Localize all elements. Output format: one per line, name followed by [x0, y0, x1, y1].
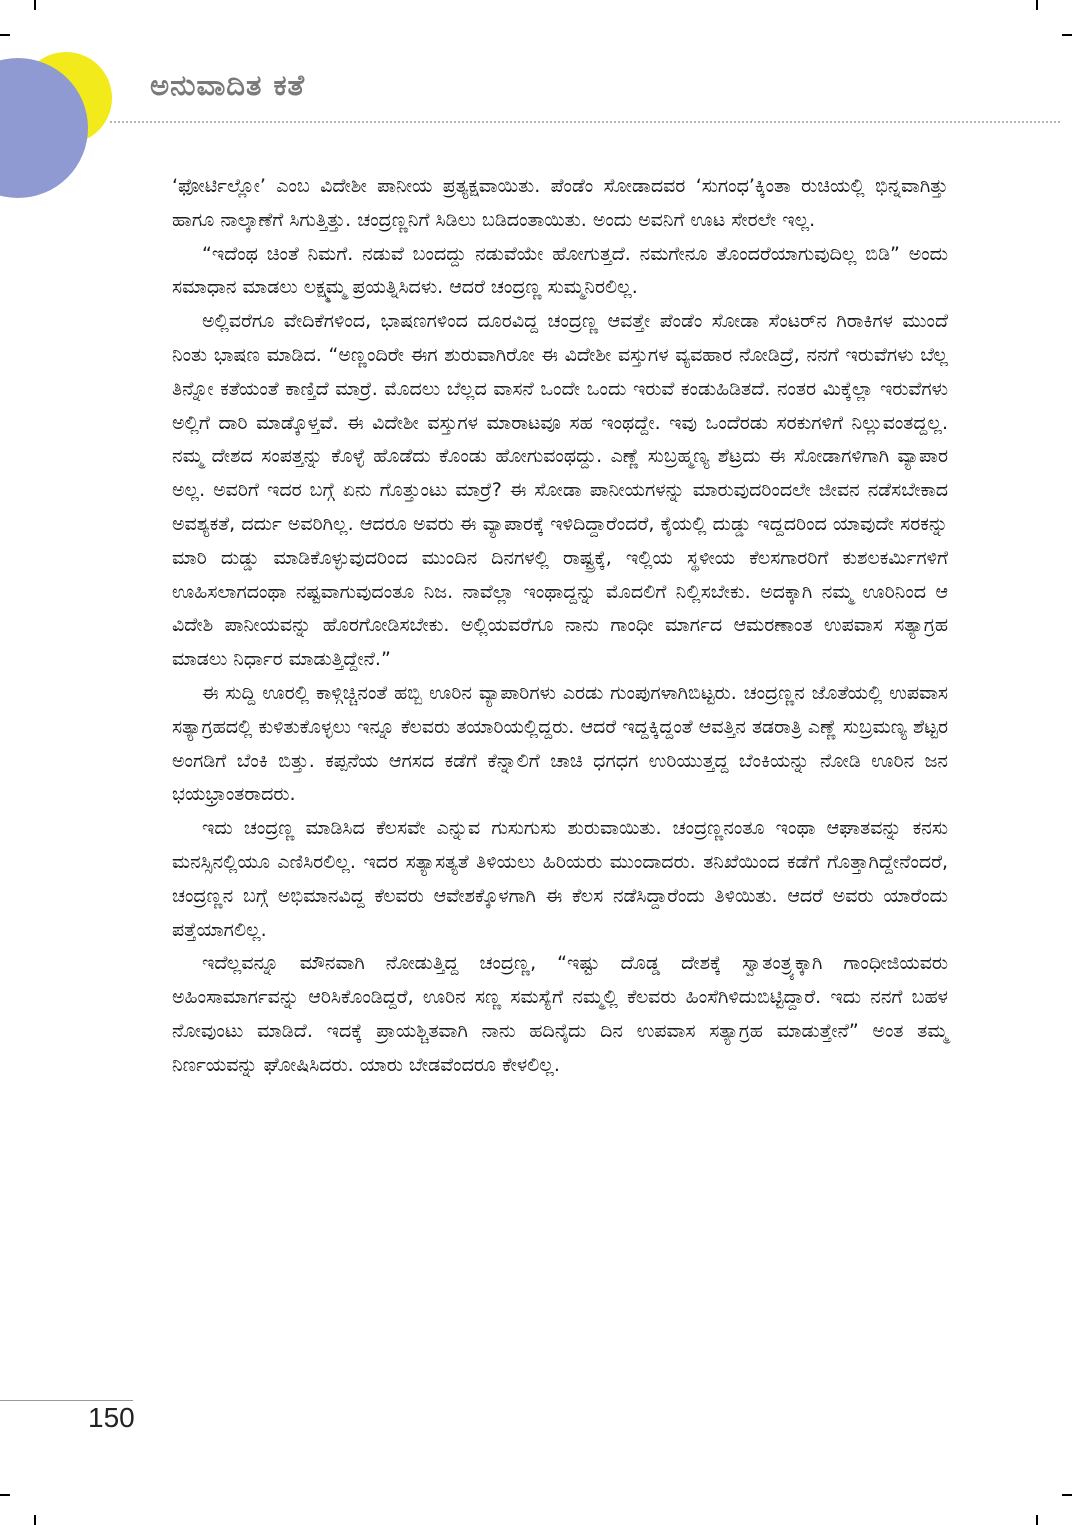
paragraph-6: ಇದೆಲ್ಲವನ್ನೂ ಮೌನವಾಗಿ ನೋಡುತ್ತಿದ್ದ ಚಂದ್ರಣ್ಣ, “ಇಷ್ಟು ದೊಡ್ಡ ದೇಶಕ್ಕೆ ಸ್ವಾತಂತ್ರ್ಯಕ್ಕಾಗಿ ಗಾಂಧೀಜಿಯವರು ಅಹಿಂಸಾಮಾರ್ಗವನ್ನು ಆರಿಸಿಕೊಂಡಿದ್ದರೆ, ಊರಿನ ಸಣ್ಣ ಸಮಸ್ಯೆಗೆ ನಮ್ಮಲ್ಲಿ ಕೆಲವರು ಹಿಂಸೆಗಿಳಿದುಬಿಟ್ಟಿದ್ದಾರೆ. ಇದು ನನಗೆ ಬಹಳ ನೋವುಂಟು ಮಾಡಿದೆ. ಇದಕ್ಕೆ ಪ್ರಾಯಶ್ಚಿತವಾಗಿ ನಾನು ಹದಿನೈದು ದಿನ ಉಪವಾಸ ಸತ್ಯಾಗ್ರಹ ಮಾಡುತ್ತೇನೆ” ಅಂತ ತಮ್ಮ ನಿರ್ಣಯವನ್ನು ಘೋಷಿಸಿದರು. ಯಾರು ಬೇಡವೆಂದರೂ ಕೇಳಲಿಲ್ಲ.: [172, 952, 948, 1076]
crop-mark-top-left-side: [0, 34, 10, 36]
crop-mark-bottom-left-side: [0, 1494, 10, 1496]
crop-mark-top-left: [34, 0, 36, 10]
header-dotted-rule: [110, 121, 1060, 123]
story-text: [172, 170, 948, 1083]
paragraph-5: ಇದು ಚಂದ್ರಣ್ಣ ಮಾಡಿಸಿದ ಕೆಲಸವೇ ಎನ್ನುವ ಗುಸುಗುಸು ಶುರುವಾಯಿತು. ಚಂದ್ರಣ್ಣನಂತೂ ಇಂಥಾ ಆಘಾತವನ್ನು ಕನಸು ಮನಸ್ಸಿನಲ್ಲಿಯೂ ಎಣಿಸಿರಲಿಲ್ಲ. ಇದರ ಸತ್ಯಾಸತ್ಯತೆ ತಿಳಿಯಲು ಹಿರಿಯರು ಮುಂದಾದರು. ತನಿಖೆಯಿಂದ ಕಡೆಗೆ ಗೊತ್ತಾಗಿದ್ದೇನೆಂದರೆ, ಚಂದ್ರಣ್ಣನ ಬಗ್ಗೆ ಅಭಿಮಾನವಿದ್ದ ಕೆಲವರು ಆವೇಶಕ್ಕೊಳಗಾಗಿ ಈ ಕೆಲಸ ನಡೆಸಿದ್ದಾರೆಂದು ತಿಳಿಯಿತು. ಆದರೆ ಅವರು ಯಾರೆಂದು ಪತ್ತೆಯಾಗಲಿಲ್ಲ.: [172, 817, 948, 941]
paragraph-2: “ಇದೆಂಥ ಚಿಂತೆ ನಿಮಗೆ. ನಡುವೆ ಬಂದದ್ದು ನಡುವೆಯೇ ಹೋಗುತ್ತದೆ. ನಮಗೇನೂ ತೊಂದರೆಯಾಗುವುದಿಲ್ಲ ಬಿಡಿ” ಅಂದು ಸಮಾಧಾನ ಮಾಡಲು ಲಕ್ಷ್ಮಮ್ಮ ಪ್ರಯತ್ನಿಸಿದಳು. ಆದರೆ ಚಂದ್ರಣ್ಣ ಸುಮ್ಮನಿರಲಿಲ್ಲ.: [172, 242, 948, 299]
crop-mark-top-right-side: [1062, 34, 1072, 36]
crop-mark-bottom-right: [1036, 1515, 1038, 1525]
paragraph-4: ಈ ಸುದ್ದಿ ಊರಲ್ಲಿ ಕಾಳ್ಗಿಚ್ಚಿನಂತೆ ಹಬ್ಬಿ ಊರಿನ ವ್ಯಾಪಾರಿಗಳು ಎರಡು ಗುಂಪುಗಳಾಗಿಬಿಟ್ಟರು. ಚಂದ್ರಣ್ಣನ ಜೊತೆಯಲ್ಲಿ ಉಪವಾಸ ಸತ್ಯಾಗ್ರಹದಲ್ಲಿ ಕುಳಿತುಕೊಳ್ಳಲು ಇನ್ನೂ ಕೆಲವರು ತಯಾರಿಯಲ್ಲಿದ್ದರು. ಆದರೆ ಇದ್ದಕ್ಕಿದ್ದಂತೆ ಆವತ್ತಿನ ತಡರಾತ್ರಿ ಎಣ್ಣೆ ಸುಬ್ರಮಣ್ಯ ಶೆಟ್ಟರ ಅಂಗಡಿಗೆ ಬೆಂಕಿ ಬಿತ್ತು. ಕಪ್ಪನೆಯ ಆಗಸದ ಕಡೆಗೆ ಕೆನ್ನಾಲಿಗೆ ಚಾಚಿ ಧಗಧಗ ಉರಿಯುತ್ತದ್ದ ಬೆಂಕಿಯನ್ನು ನೋಡಿ ಊರಿನ ಜನ ಭಯಭ್ರಾಂತರಾದರು.: [172, 681, 948, 806]
paragraph-3: ಅಲ್ಲಿವರೆಗೂ ವೇದಿಕೆಗಳಿಂದ, ಭಾಷಣಗಳಿಂದ ದೂರವಿದ್ದ ಚಂದ್ರಣ್ಣ ಆವತ್ತೇ ಪೆಂಡೆಂ ಸೋಡಾ ಸೆಂಟರ್‌ನ ಗಿರಾಕಿಗಳ ಮುಂದೆ ನಿಂತು ಭಾಷಣ ಮಾಡಿದ. “ಅಣ್ಣಂದಿರೇ ಈಗ ಶುರುವಾಗಿರೋ ಈ ವಿದೇಶೀ ವಸ್ತುಗಳ ವ್ಯವಹಾರ ನೋಡಿದ್ರೆ, ನನಗೆ ಇರುವೆಗಳು ಬೆಲ್ಲ ತಿನ್ನೋ ಕತೆಯಂತೆ ಕಾಣ್ತಿದೆ ಮಾರ್ರೆ. ಮೊದಲು ಬೆಲ್ಲದ ವಾಸನೆ ಒಂದೇ ಒಂದು ಇರುವೆ ಕಂಡುಹಿಡಿತದೆ. ನಂತರ ಮಿಕ್ಕೆಲ್ಲಾ ಇರುವೆಗಳು ಅಲ್ಲಿಗೆ ದಾರಿ ಮಾಡ್ಕೊಳ್ತವೆ. ಈ ವಿದೇಶೀ ವಸ್ತುಗಳ ಮಾರಾಟವೂ ಸಹ ಇಂಥದ್ದೇ. ಇವು ಒಂದೆರಡು ಸರಕುಗಳಿಗೆ ನಿಲ್ಲುವಂತದ್ದಲ್ಲ. ನಮ್ಮ ದೇಶದ ಸಂಪತ್ತನ್ನು ಕೊಳ್ಳೆ ಹೊಡೆದು ಕೊಂಡು ಹೋಗುವಂಥದ್ದು. ಎಣ್ಣೆ ಸುಬ್ರಹ್ಮಣ್ಯ ಶೆಟ್ರದು ಈ ಸೋಡಾಗಳಿಗಾಗಿ ವ್ಯಾಪಾರ ಅಲ್ಲ. ಅವರಿಗೆ ಇದರ ಬಗ್ಗೆ ಏನು ಗೊತ್ತುಂಟು ಮಾರ್ರೆ? ಈ ಸೋಡಾ ಪಾನೀಯಗಳನ್ನು ಮಾರುವುದರಿಂದಲೇ ಜೀವನ ನಡೆಸಬೇಕಾದ ಅವಶ್ಯಕತೆ, ದರ್ದು ಅವರಿಗಿಲ್ಲ. ಆದರೂ ಅವರು ಈ ವ್ಯಾಪಾರಕ್ಕೆ ಇಳಿದಿದ್ದಾರೆಂದರೆ, ಕೈಯಲ್ಲಿ ದುಡ್ಡು ಇದ್ದದರಿಂದ ಯಾವುದೇ ಸರಕನ್ನು ಮಾರಿ ದುಡ್ಡು ಮಾಡಿಕೊಳ್ಳುವುದರಿಂದ ಮುಂದಿನ ದಿನಗಳಲ್ಲಿ ರಾಷ್ಟ್ರಕ್ಕೆ, ಇಲ್ಲಿಯ ಸ್ಥಳೀಯ ಕೆಲಸಗಾರರಿಗೆ ಕುಶಲಕರ್ಮಿಗಳಿಗೆ ಊಹಿಸಲಾಗದಂಥಾ ನಷ್ಟವಾಗುವುದಂತೂ ನಿಜ. ನಾವೆಲ್ಲಾ ಇಂಥಾದ್ದನ್ನು ಮೊದಲಿಗೆ ನಿಲ್ಲಿಸಬೇಕು. ಅದಕ್ಕಾಗಿ ನಮ್ಮ ಊರಿನಿಂದ ಆ ವಿದೇಶಿ ಪಾನೀಯವನ್ನು ಹೊರಗೋಡಿಸಬೇಕು. ಅಲ್ಲಿಯವರೆಗೂ ನಾನು ಗಾಂಧೀ ಮಾರ್ಗದ ಆಮರಣಾಂತ ಉಪವಾಸ ಸತ್ಯಾಗ್ರಹ ಮಾಡಲು ನಿರ್ಧಾರ ಮಾಡುತ್ತಿದ್ದೇನೆ.”: [172, 310, 948, 671]
folio-rule: [0, 1400, 133, 1401]
crop-mark-bottom-right-side: [1062, 1494, 1072, 1496]
crop-mark-bottom-left: [34, 1515, 36, 1525]
crop-mark-top-right: [1036, 0, 1038, 10]
paragraph-1: ‘ಫೋರ್ಟಿಲ್ಲೋ’ ಎಂಬ ವಿದೇಶೀ ಪಾನೀಯ ಪ್ರತ್ಯಕ್ಷವಾಯಿತು. ಪೆಂಡೆಂ ಸೋಡಾದವರ ‘ಸುಗಂಧ’ಕ್ಕಿಂತಾ ರುಚಿಯಲ್ಲಿ ಭಿನ್ನವಾಗಿತ್ತು ಹಾಗೂ ನಾಲ್ಕಾಣೆಗೆ ಸಿಗುತ್ತಿತ್ತು. ಚಂದ್ರಣ್ಣನಿಗೆ ಸಿಡಿಲು ಬಡಿದಂತಾಯಿತು. ಅಂದು ಅವನಿಗೆ ಊಟ ಸೇರಲೇ ಇಲ್ಲ.: [172, 175, 948, 231]
section-title: ಅನುವಾದಿತ ಕತೆ: [150, 68, 306, 102]
page-number: 150: [88, 1402, 135, 1433]
